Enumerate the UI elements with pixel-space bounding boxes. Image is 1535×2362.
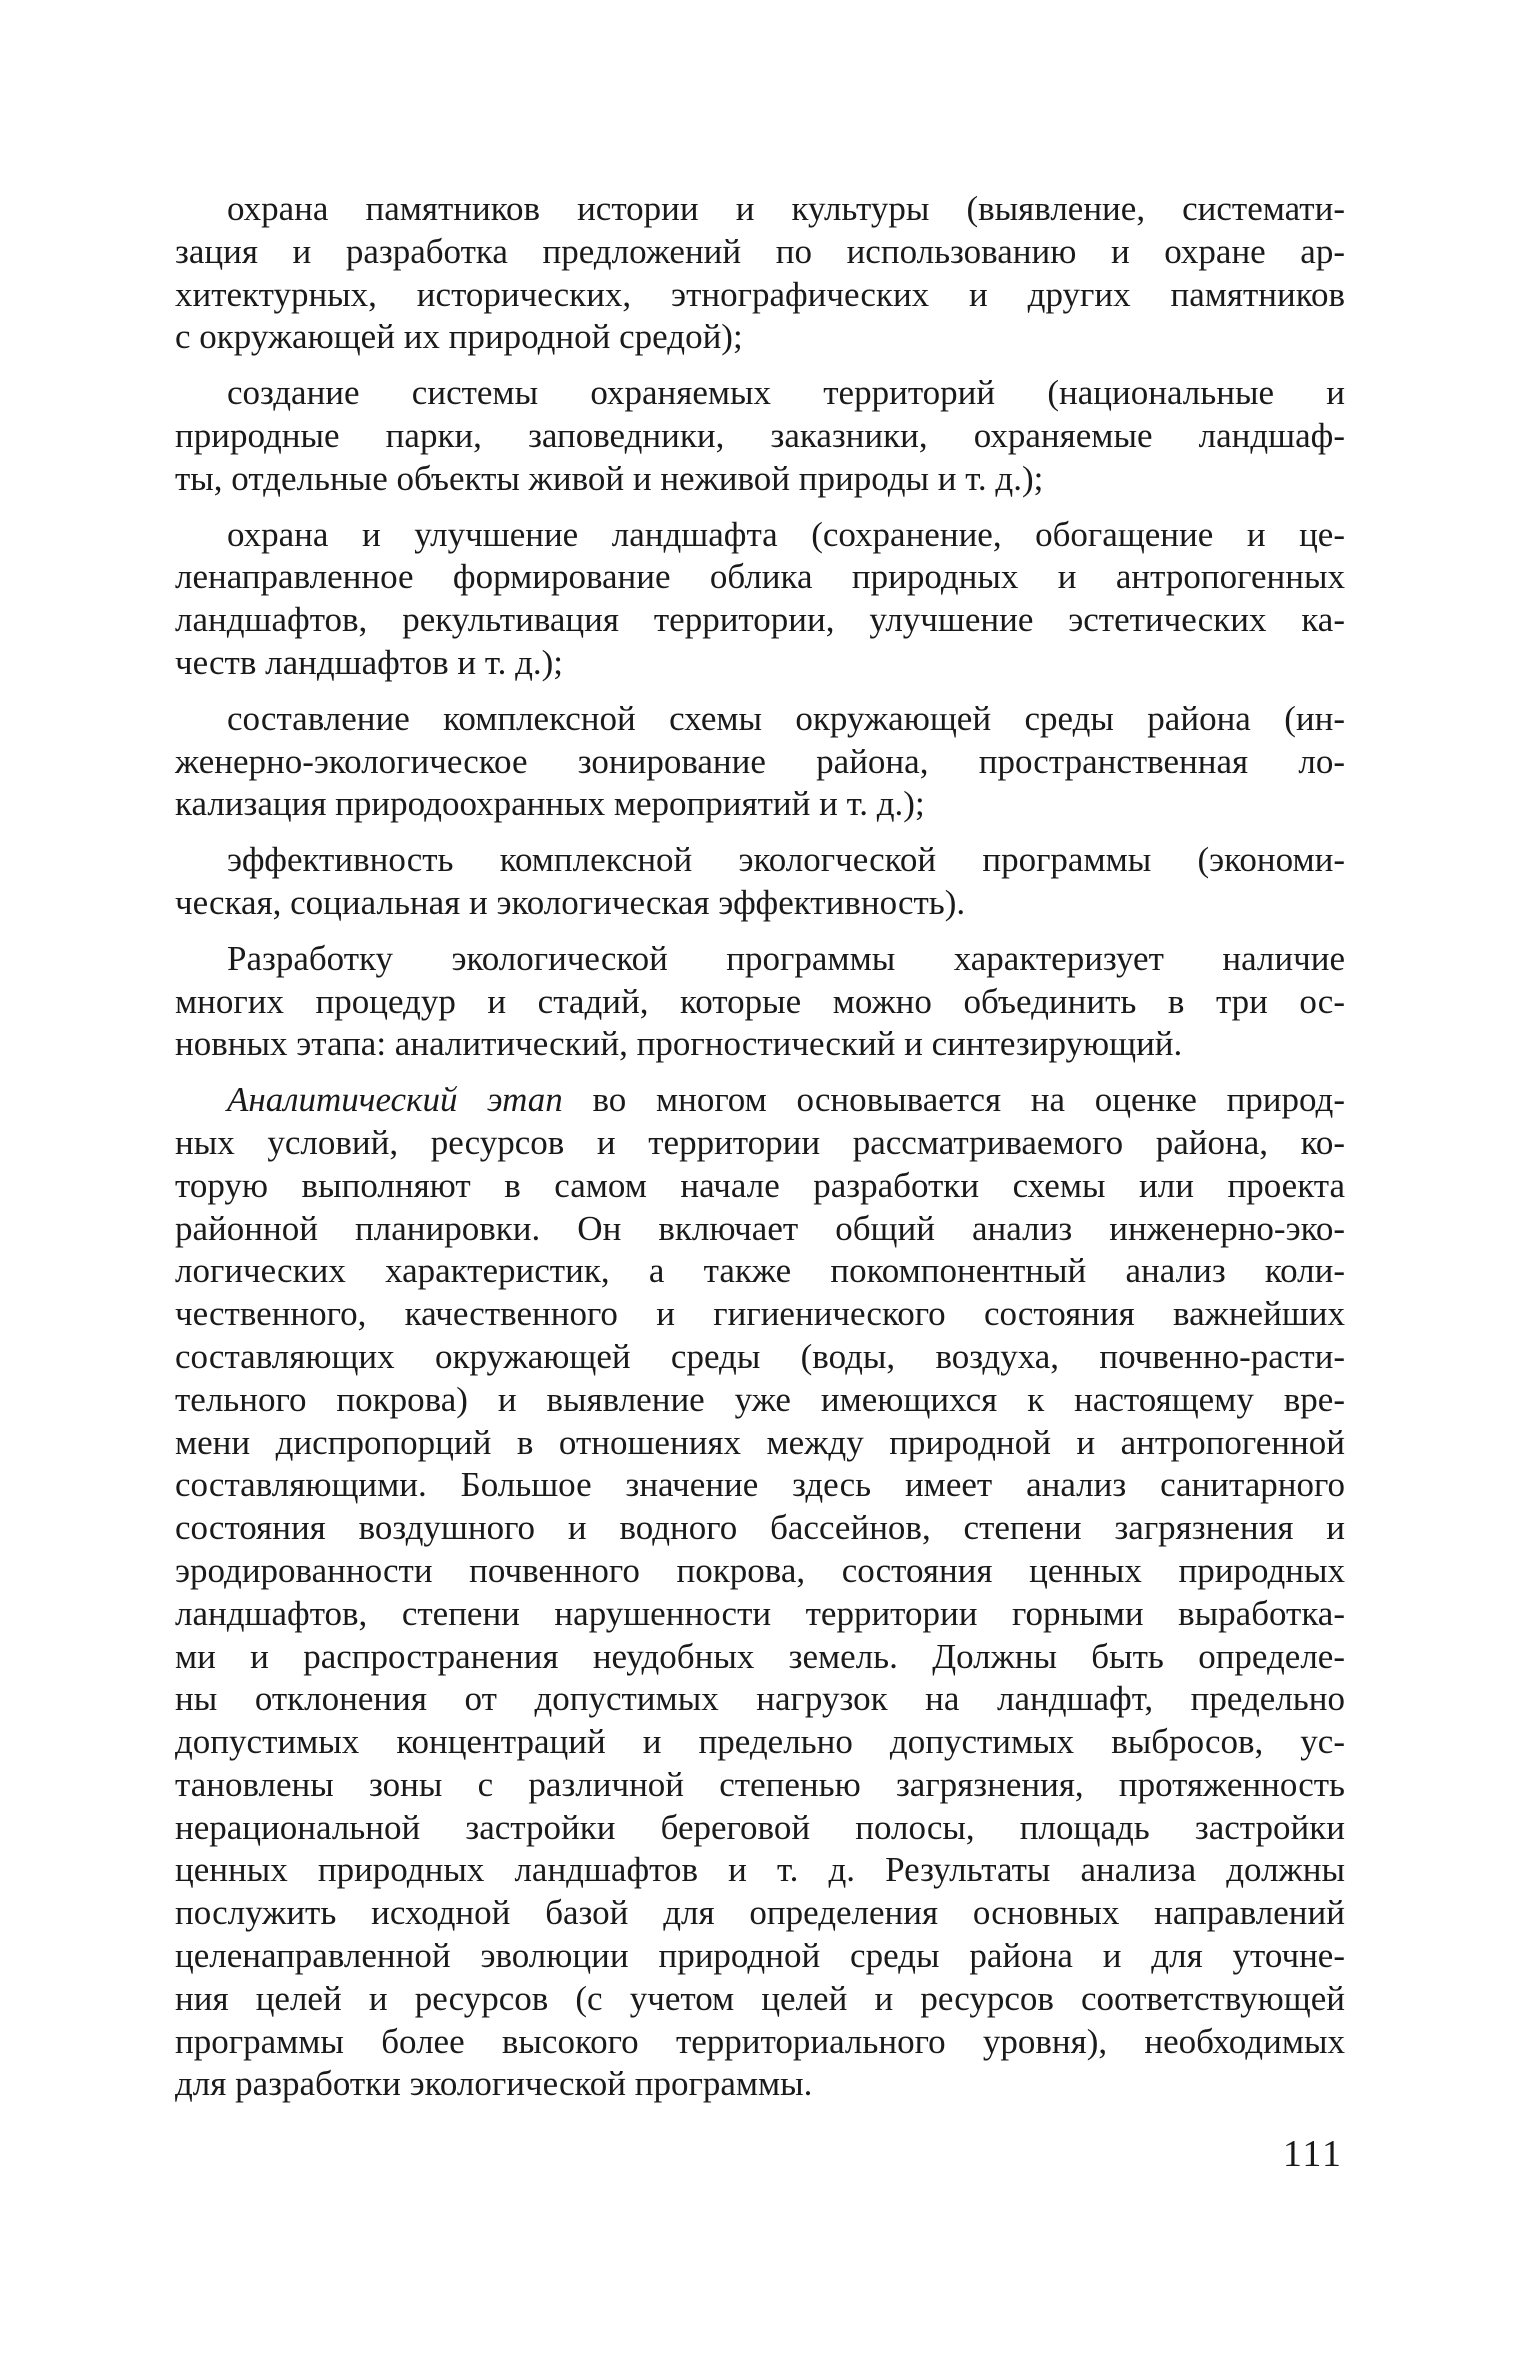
text-line: составляющими. Большое значение здесь имеет анализ санитарного	[175, 1465, 1345, 1505]
text-line: нерациональной застройки береговой полосы, площадь застройки	[175, 1807, 1345, 1847]
text-line: целенаправленной эволюции природной среды района и для уточне-	[175, 1936, 1345, 1976]
text-line: ны отклонения от допустимых нагрузок на ландшафт, предельно	[175, 1679, 1345, 1719]
italic-term-analytic-stage: Аналитический этап	[227, 1080, 563, 1120]
text-line	[175, 1079, 1345, 1122]
text-line: ты, отдельные объекты живой и неживой природы и т. д.);	[175, 458, 1044, 498]
text-line: природные парки, заповедники, заказники, охраняемые ландшаф-	[175, 415, 1345, 455]
text-line: новных этапа: аналитический, прогностический и синтезирующий.	[175, 1024, 1183, 1064]
text-line: состояния воздушного и водного бассейнов, степени загрязнения и	[175, 1508, 1345, 1548]
text-line: для разработки экологической программы.	[175, 2064, 813, 2104]
text-line: составляющих окружающей среды (воды, воздуха, почвенно-расти-	[175, 1336, 1345, 1376]
text-line: ландшафтов, степени нарушенности территории горными выработка-	[175, 1593, 1345, 1633]
text-line: допустимых концентраций и предельно допустимых выбросов, ус-	[175, 1722, 1345, 1762]
list-paragraph-landscape	[175, 514, 1345, 685]
text-line: ландшафтов, рекультивация территории, улучшение эстетических ка-	[175, 600, 1345, 640]
text-line: составление комплексной схемы окружающей среды района (ин-	[227, 698, 1345, 738]
text-line: ми и распространения неудобных земель. Должны быть определе-	[175, 1636, 1345, 1676]
text-line: эродированности почвенного покрова, состояния ценных природных	[175, 1550, 1345, 1590]
page-number: 111	[1282, 2133, 1343, 2175]
paragraph-program-stages	[175, 938, 1345, 1066]
text-line: логических характеристик, а также покомпонентный анализ коли-	[175, 1251, 1345, 1291]
text-line: ческая, социальная и экологическая эффективность).	[175, 882, 966, 922]
text-fragment: во многом основывается на оценке природ-	[562, 1080, 1345, 1120]
text-line: программы более высокого территориального уровня), необходимых	[175, 2021, 1345, 2061]
text-line: зация и разработка предложений по использованию и охране ар-	[175, 231, 1345, 271]
text-line: кализация природоохранных мероприятий и т. д.);	[175, 784, 925, 824]
text-line: охрана памятников истории и культуры (выявление, системати-	[227, 189, 1345, 228]
text-line: мени диспропорций в отношениях между природной и антропогенной	[175, 1422, 1345, 1462]
text-line: послужить исходной базой для определения основных направлений	[175, 1893, 1345, 1933]
text-line: хитектурных, исторических, этнографических и других памятников	[175, 274, 1345, 314]
text-line: эффективность комплексной экологческой программы (экономи-	[227, 840, 1345, 880]
text-line: охрана и улучшение ландшафта (сохранение, обогащение и це-	[227, 514, 1345, 554]
text-line: ных условий, ресурсов и территории рассматриваемого района, ко-	[175, 1122, 1345, 1162]
text-line: районной планировки. Он включает общий анализ инженерно-эко-	[175, 1208, 1345, 1248]
text-line: женерно-экологическое зонирование района, пространственная ло-	[175, 741, 1345, 781]
text-line: торую выполняют в самом начале разработки схемы или проекта	[175, 1165, 1345, 1205]
list-paragraph-protected-areas	[175, 372, 1345, 500]
list-paragraph-monuments	[175, 188, 1345, 359]
list-paragraph-environment-scheme	[175, 698, 1345, 826]
text-column	[175, 188, 1345, 2119]
text-line: Разработку экологической программы характеризует наличие	[227, 938, 1345, 978]
list-paragraph-efficiency	[175, 839, 1345, 925]
text-line: с окружающей их природной средой);	[175, 317, 743, 357]
text-line: многих процедур и стадий, которые можно объединить в три ос-	[175, 981, 1345, 1021]
text-line: ленаправленное формирование облика природных и антропогенных	[175, 557, 1345, 597]
text-line: честв ландшафтов и т. д.);	[175, 642, 564, 682]
paragraph-analytic-stage	[175, 1079, 1345, 2106]
text-line: ния целей и ресурсов (с учетом целей и ресурсов соответствующей	[175, 1978, 1345, 2018]
text-line: тельного покрова) и выявление уже имеющихся к настоящему вре-	[175, 1379, 1345, 1419]
text-line: чественного, качественного и гигиенического состояния важнейших	[175, 1294, 1345, 1334]
text-line: ценных природных ландшафтов и т. д. Результаты анализа должны	[175, 1850, 1345, 1890]
text-line: тановлены зоны с различной степенью загрязнения, протяженность	[175, 1764, 1345, 1804]
text-line: создание системы охраняемых территорий (национальные и	[227, 373, 1345, 413]
